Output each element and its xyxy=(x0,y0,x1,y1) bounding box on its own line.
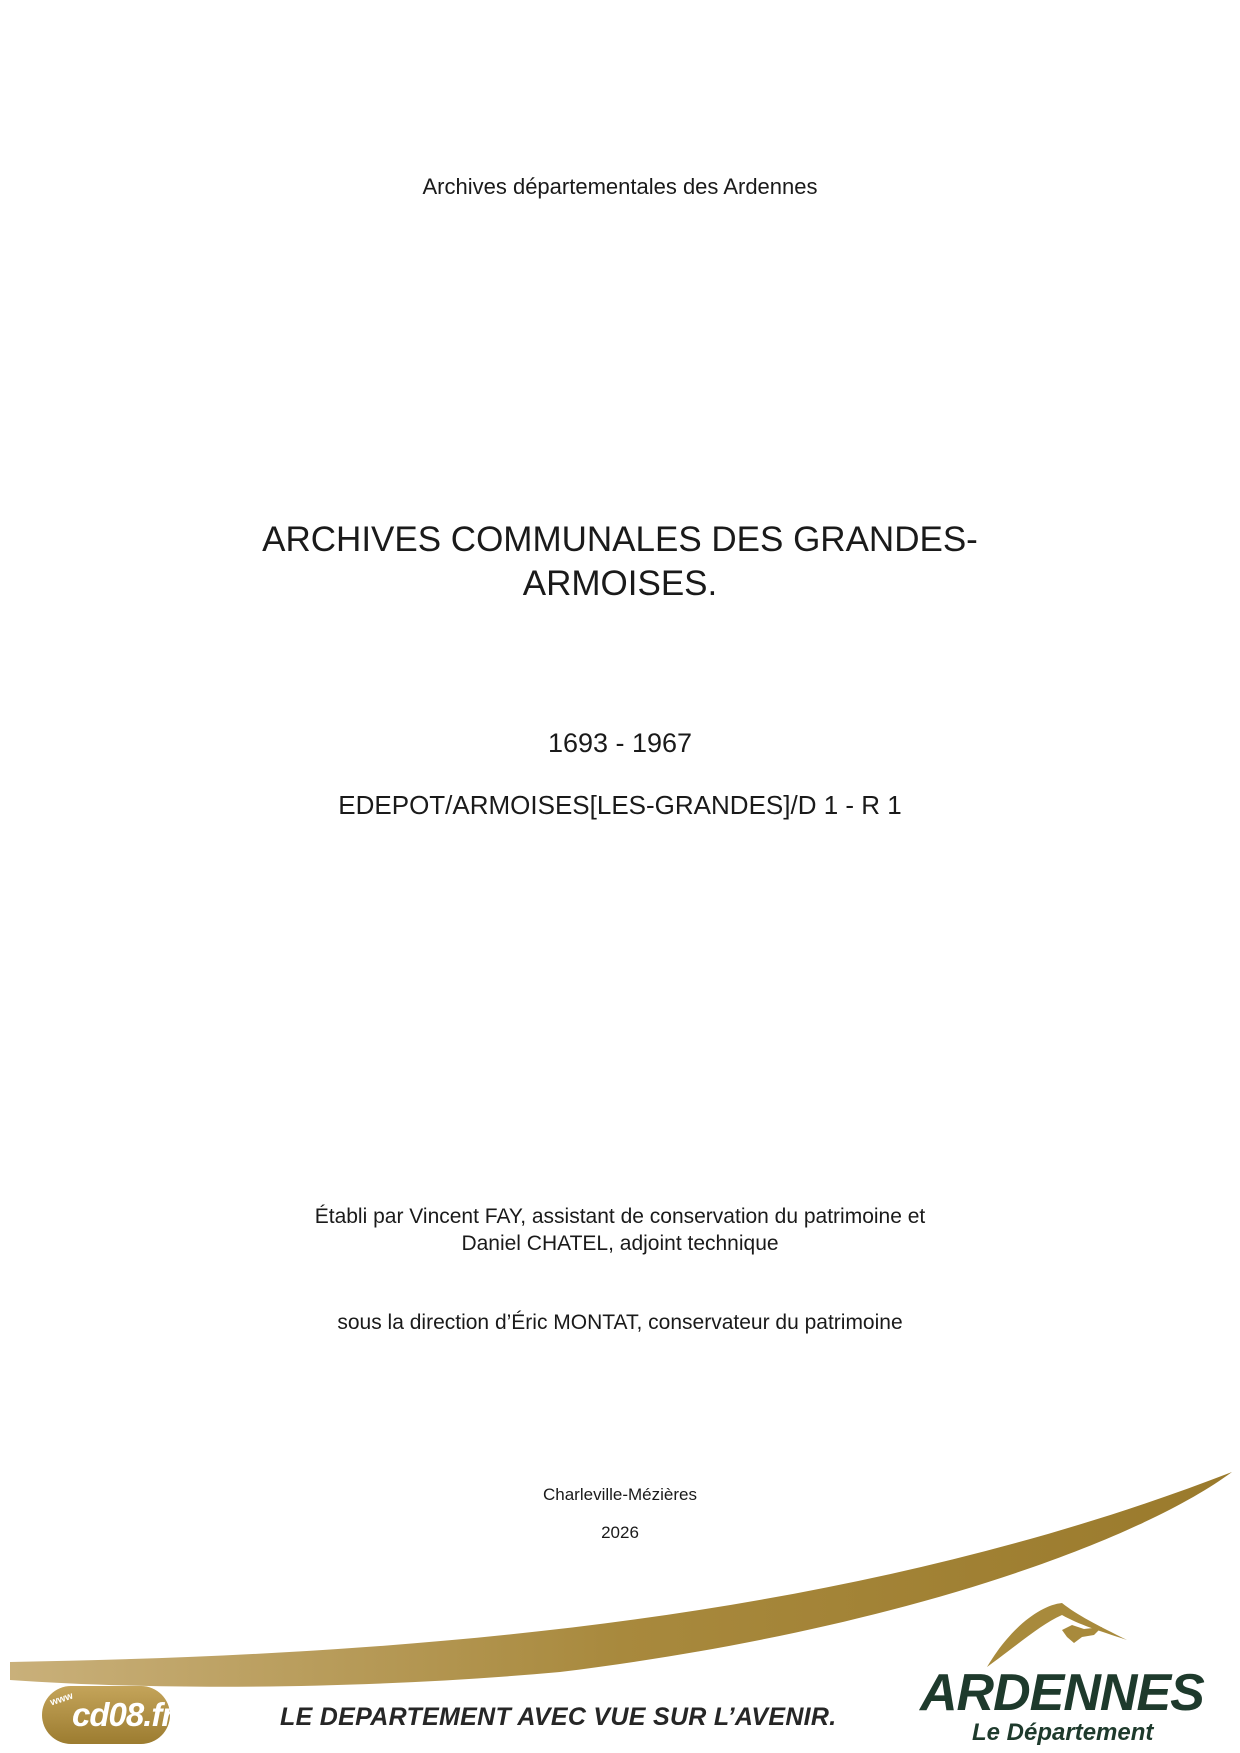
ardennes-logo-name: ARDENNES xyxy=(920,1664,1204,1722)
document-title-line1: ARCHIVES COMMUNALES DES GRANDES- xyxy=(262,520,978,559)
archive-reference: EDEPOT/ARMOISES[LES-GRANDES]/D 1 - R 1 xyxy=(338,790,902,820)
ardennes-logo-subtitle: Le Département xyxy=(972,1719,1154,1746)
date-range: 1693 - 1967 xyxy=(547,728,693,758)
document-title xyxy=(200,518,1040,606)
cd08-logo-www: www xyxy=(48,1690,75,1709)
ardennes-department-logo xyxy=(912,1585,1232,1750)
ardennes-emblem-icon xyxy=(912,1585,1232,1675)
document-title-line2: ARMOISES. xyxy=(522,564,718,603)
publication-year: 2026 xyxy=(601,1523,639,1542)
direction-credit: sous la direction d’Éric MONTAT, conservateur du patrimoine xyxy=(337,1311,903,1334)
cd08-logo-text: cd08.fr xyxy=(72,1696,174,1733)
department-slogan: LE DEPARTEMENT AVEC VUE SUR L’AVENIR. xyxy=(280,1703,837,1731)
institution-name: Archives départementales des Ardennes xyxy=(422,174,818,199)
authors-line1: Établi par Vincent FAY, assistant de conservation du patrimoine et xyxy=(314,1205,926,1228)
cd08-logo[interactable] xyxy=(42,1686,174,1744)
authors-line2: Daniel CHATEL, adjoint technique xyxy=(461,1232,779,1255)
place-name: Charleville-Mézières xyxy=(543,1485,697,1504)
